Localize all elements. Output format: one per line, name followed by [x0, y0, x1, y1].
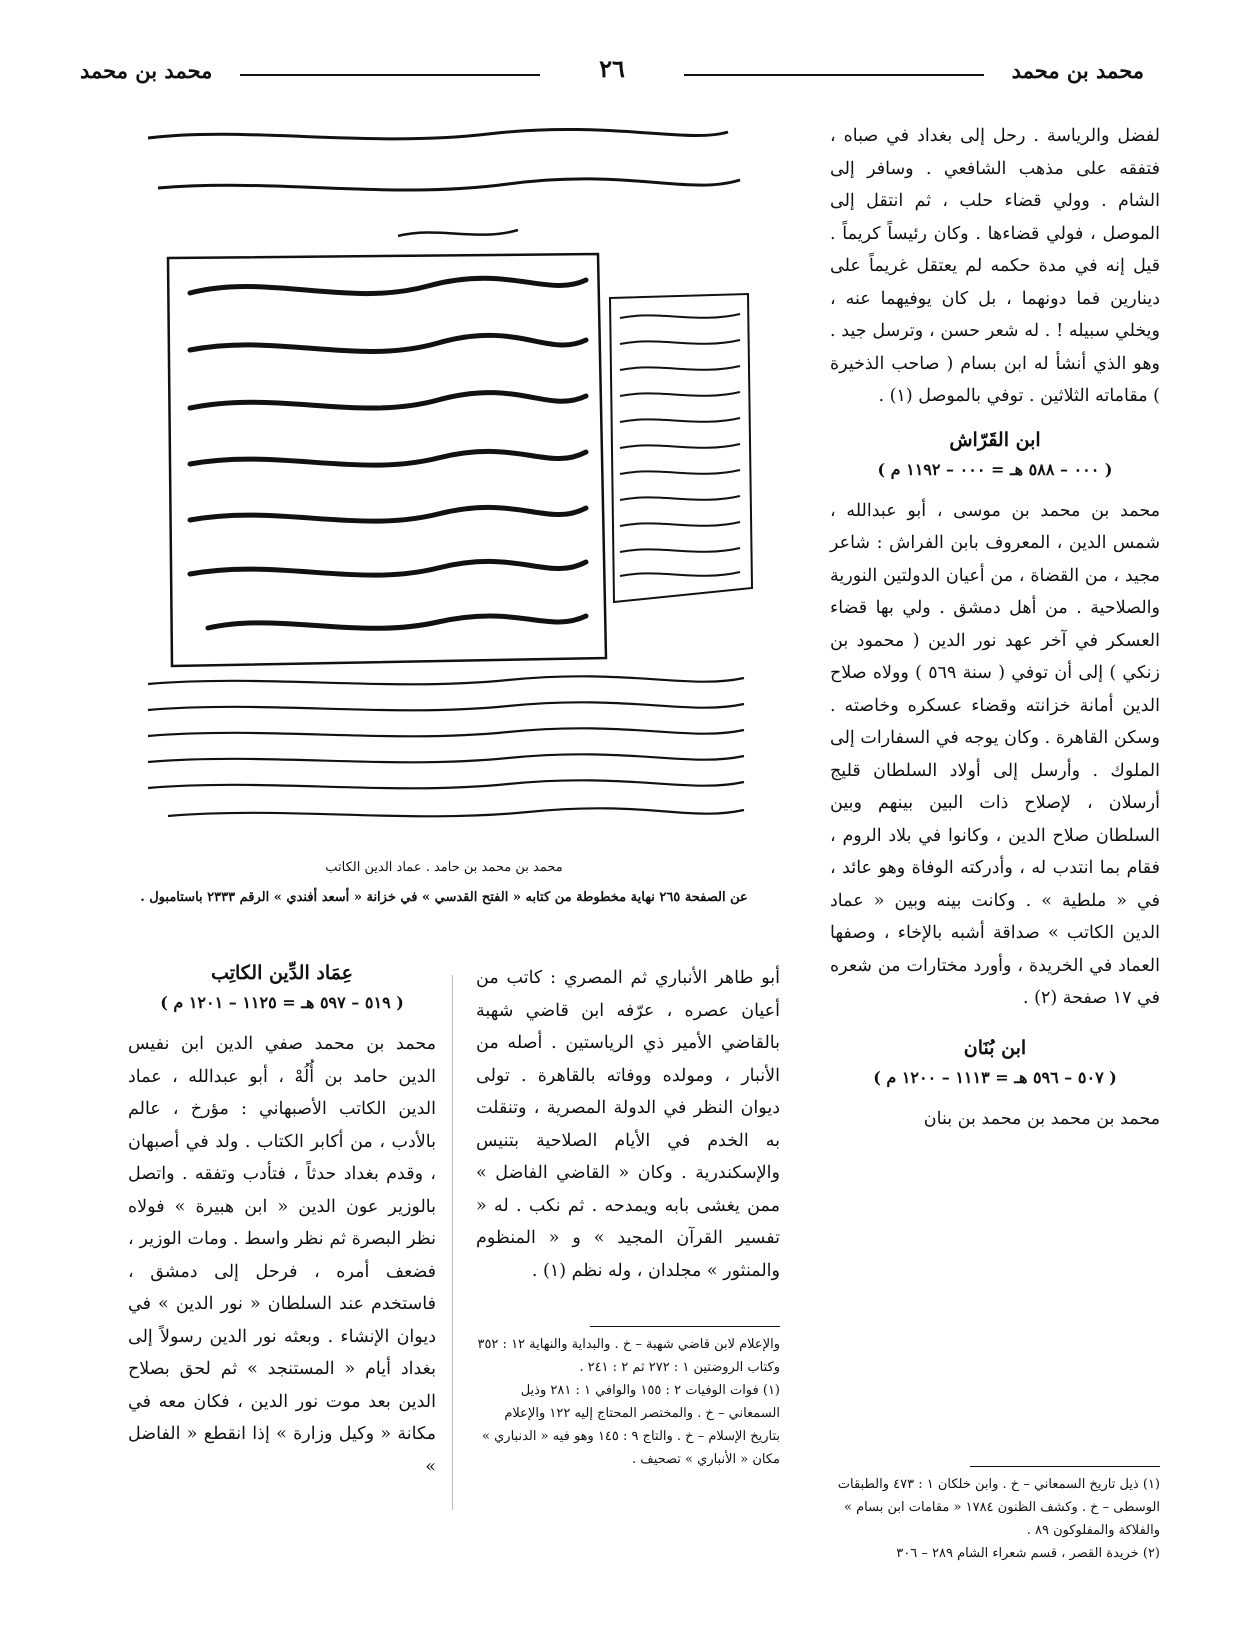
continued-entry-text: لفضل والرياسة . رحل إلى بغداد في صباه ، فتفقه على مذهب الشافعي . وسافر إلى الشام . وولي قضاء حلب ، ثم انتقل إلى الموصل ، فولي قضاءها . وكان رئيساً كريماً . قيل إنه في مدة حكمه لم يعتقل غريماً على دينارين فما دونهما ، بل كان يوفيهما عنه ، ويخلي سبيله ! . له شعر حسن ، وترسل جيد . وهو الذي أنشأ له ابن بسام ( صاحب الذخيرة ) مقاماته الثلاثين . توفي بالموصل (١) . [830, 126, 1160, 406]
left-column [128, 958, 436, 1483]
footnote-1: (١) فوات الوفيات ٢ : ١٥٥ والوافي ١ : ٢٨١ وذيل السمعاني – خ . والمختصر المحتاج إليه ١٢٢ والإعلام بتاريخ الإسلام – خ . والتاج ٩ : ١٤٥ وهو فيه « الدنباري » مكان « الأنباري » تصحيف . [482, 1383, 780, 1467]
middle-column [476, 962, 780, 1287]
header-rule-right [684, 74, 984, 76]
entry-title-imad-al-din: عِمَاد الدِّين الكاتِب [211, 962, 353, 984]
footnote-separator [970, 1466, 1160, 1467]
manuscript-image [128, 118, 760, 838]
page-header [80, 54, 1144, 98]
entry-body-continued: أبو طاهر الأنباري ثم المصري : كاتب من أعيان عصره ، عرّفه ابن قاضي شهبة بالقاضي الأمير ذي الرياستين . أصله من الأنبار ، ومولده ووفاته بالقاهرة . تولى ديوان النظر في الدولة المصرية ، وتنقلت به الخدم في الأيام الصلاحية بتنيس والإسكندرية . وكان « القاضي الفاضل » ممن يغشى بابه ويمدحه . ثم نكب . له « تفسير القرآن المجيد » و « المنظوم والمنثور » مجلدان ، وله نظم (١) . [476, 968, 780, 1281]
footnote-separator [590, 1326, 780, 1327]
entry-title-ibn-bunan: ابن بُنَان [963, 1036, 1027, 1059]
footnote-continued: والإعلام لابن قاضي شهبة – خ . والبداية والنهاية ١٢ : ٣٥٢ وكتاب الروضتين ١ : ٢٧٢ ثم ٢ : ٢٤١ . [477, 1337, 780, 1375]
entry-body-imad-al-din: محمد بن محمد صفي الدين ابن نفيس الدين حامد بن أُلُهْ ، أبو عبدالله ، عماد الدين الكاتب الأصبهاني : مؤرخ ، عالم بالأدب ، من أكابر الكتاب . ولد في أصبهان ، وقدم بغداد حدثاً ، فتأدب وتفقه . واتصل بالوزير عون الدين « ابن هبيرة » فولاه نظر البصرة ثم نظر واسط . ومات الوزير ، فضعف أمره ، فرحل إلى دمشق ، فاستخدم عند السلطان « نور الدين » في ديوان الإنشاء . وبعثه نور الدين رسولاً إلى بغداد أيام « المستنجد » ثم لحق بصلاح الدين بعد موت نور الدين ، فكان معه في مكانة « وكيل وزارة » إذا انقطع « الفاضل » [128, 1034, 436, 1477]
header-rule-left [240, 74, 540, 76]
entry-body-ibn-al-farrash: محمد بن محمد بن موسى ، أبو عبدالله ، شمس الدين ، المعروف بابن الفراش : شاعر مجيد ، من القضاة ، من أعيان الدولتين النورية والصلاحية . من أهل دمشق . ولي بها قضاء العسكر في آخر عهد نور الدين ( محمود بن زنكي ) إلى أن توفي ( سنة ٥٦٩ ) وولاه صلاح الدين أمانة خزانته وقضاء عسكره وخاصته . وسكن القاهرة . وكان يوجه في السفارات إلى الملوك . وأرسل إلى أولاد السلطان قليج أرسلان ، لإصلاح ذات البين بينهم وبين السلطان صلاح الدين ، وكانوا في بلاد الروم ، فقام بما انتدب له ، وأدركته الوفاة وهو عائد ، في « ملطية » . وكانت بينه وبين « عماد الدين الكاتب » صداقة أشبه بالإخاء ، وصفها العماد في الخريدة ، وأورد مختارات من شعره في ١٧ صفحة (٢) . [830, 500, 1160, 1008]
running-head-right: محمد بن محمد [1011, 58, 1144, 83]
column-divider [452, 975, 453, 1510]
running-head-left: محمد بن محمد [80, 58, 213, 83]
footnotes-middle [476, 1326, 780, 1471]
entry-title-ibn-al-farrash: ابن القَرّاش [949, 428, 1041, 451]
entry-dates-ibn-bunan: ( ٥٠٧ – ٥٩٦ هـ = ١١١٣ – ١٢٠٠ م ) [873, 1067, 1117, 1087]
page-number: ٢٦ [589, 54, 635, 83]
entry-dates-ibn-al-farrash: ( ٠٠٠ – ٥٨٨ هـ = ٠٠٠ – ١١٩٢ م ) [877, 459, 1113, 479]
footnote-2: (٢) خريدة القصر ، قسم شعراء الشام ٢٨٩ – ٣٠٦ [896, 1546, 1160, 1561]
footnote-1: (١) ذيل تاريخ السمعاني – خ . وابن خلكان ١ : ٤٧٣ والطبقات الوسطى – خ . وكشف الظنون ١٧٨٤ « مقامات ابن بسام » والفلاكة والمفلوكون ٨٩ . [837, 1477, 1160, 1538]
right-column [830, 120, 1160, 1135]
footnotes-right [830, 1466, 1160, 1565]
figure-caption-title: محمد بن محمد بن حامد . عماد الدين الكاتب [325, 860, 563, 875]
entry-body-ibn-bunan: محمد بن محمد بن محمد بن بنان [923, 1108, 1160, 1129]
entry-dates-imad-al-din: ( ٥١٩ – ٥٩٧ هـ = ١١٢٥ – ١٢٠١ م ) [160, 993, 404, 1012]
figure-caption-source: عن الصفحة ٢٦٥ نهاية مخطوطة من كتابه « الفتح القدسي » في خزانة « أسعد أفندي » الرقم ٢٣٣٣ باستامبول . [140, 890, 748, 905]
